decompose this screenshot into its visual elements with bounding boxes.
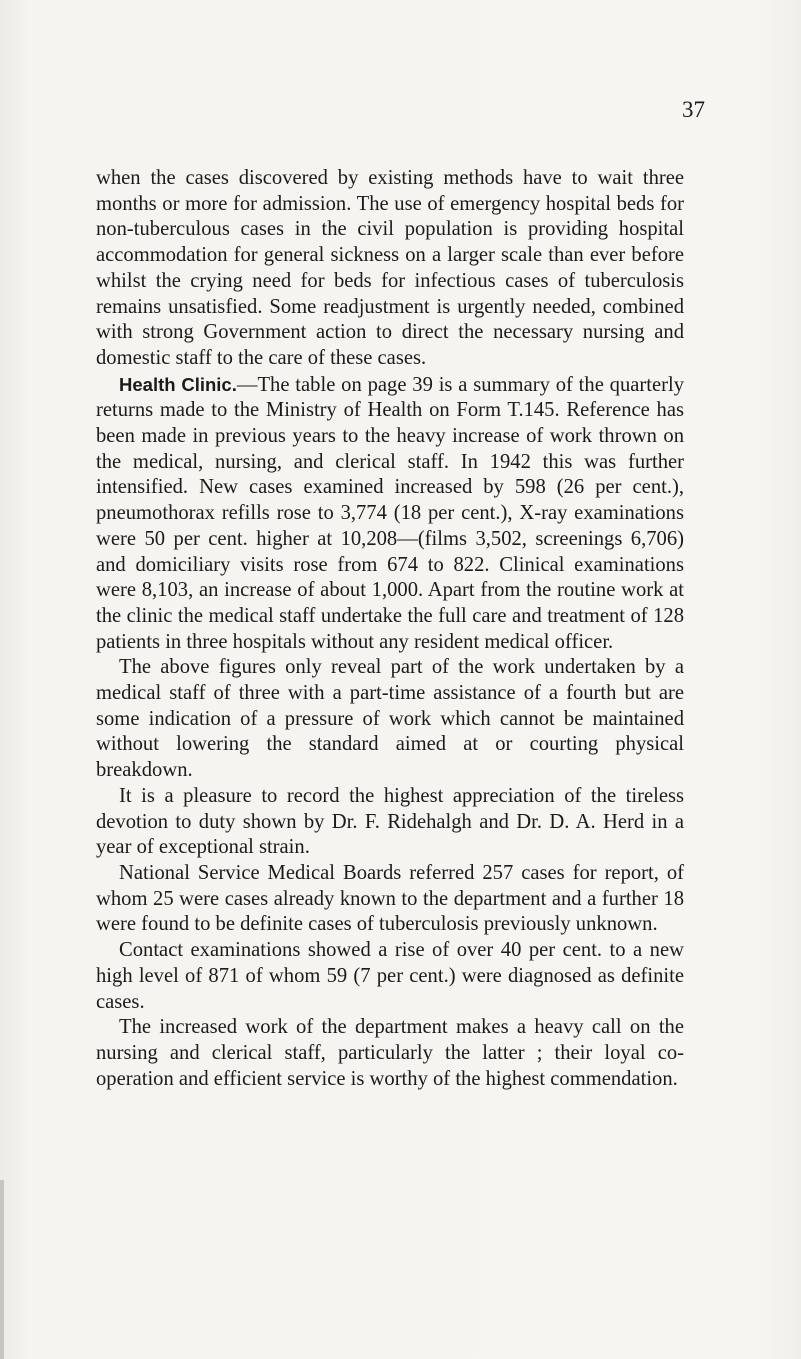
body-text bbox=[96, 166, 684, 1092]
paragraph-staff-pressure bbox=[96, 655, 684, 784]
paragraph-health-clinic bbox=[96, 372, 684, 656]
paragraph-text: when the cases discovered by existing methods have to wait three months or more for admission. The use of emergency hospital beds for non-tuberculous cases in the civil population is providing hospital accommodation for general sickness on a larger scale than ever before whilst the crying need for beds for infectious cases of tuberculosis remains unsatisfied. Some readjustment is urgently needed, combined with strong Government action to direct the necessary nursing and domestic staff to the care of these cases. bbox=[96, 167, 684, 369]
paragraph-national-service bbox=[96, 861, 684, 938]
paragraph-clerical-staff bbox=[96, 1015, 684, 1092]
paragraph-contact-examinations bbox=[96, 938, 684, 1015]
scan-edge-shadow bbox=[0, 1180, 4, 1359]
paragraph-hospital-beds bbox=[96, 166, 684, 372]
paragraph-text: The above figures only reveal part of the work undertaken by a medical staff of three with a part-time assistance of a fourth but are some indication of a pressure of work which cannot be maintained without lowering the standard aimed at or courting physical breakdown. bbox=[96, 656, 684, 782]
paragraph-text: Contact examinations showed a rise of over 40 per cent. to a new high level of 871 of whom 59 (7 per cent.) were diagnosed as definite cases. bbox=[96, 939, 684, 1013]
paragraph-text: National Service Medical Boards referred 257 cases for report, of whom 25 were cases already known to the department and a further 18 were found to be definite cases of tuberculosis previously unknown. bbox=[96, 861, 684, 936]
paragraph-appreciation bbox=[96, 784, 684, 861]
paragraph-text: It is a pleasure to record the highest appreciation of the tireless devotion to duty shown by Dr. F. Ridehalgh and Dr. D. A. Herd in a year of exceptional strain. bbox=[96, 784, 684, 859]
section-heading-health-clinic: Health Clinic. bbox=[119, 373, 237, 395]
page-number: 37 bbox=[682, 97, 705, 122]
paragraph-text: —The table on page 39 is a summary of the quarterly returns made to the Ministry of Health on Form T.145. Reference has been made in previous years to the heavy increase of work thrown on the medical, nursing, and clerical staff. In 1942 this was further intensified. New cases examined increased by 598 (26 per cent.), pneumothorax refills rose to 3,774 (18 per cent.), X-ray examinations were 50 per cent. higher at 10,208—(films 3,502, screenings 6,706) and domiciliary visits rose from 674 to 822. Clinical examinations were 8,103, an increase of about 1,000. Apart from the routine work at the clinic the medical staff undertake the full care and treatment of 128 patients in three hospitals without any resident medical officer. bbox=[96, 373, 684, 653]
paragraph-text: The increased work of the department makes a heavy call on the nursing and clerical staff, particularly the latter ; their loyal co-operation and efficient service is worthy of the highest commendation. bbox=[96, 1016, 684, 1090]
